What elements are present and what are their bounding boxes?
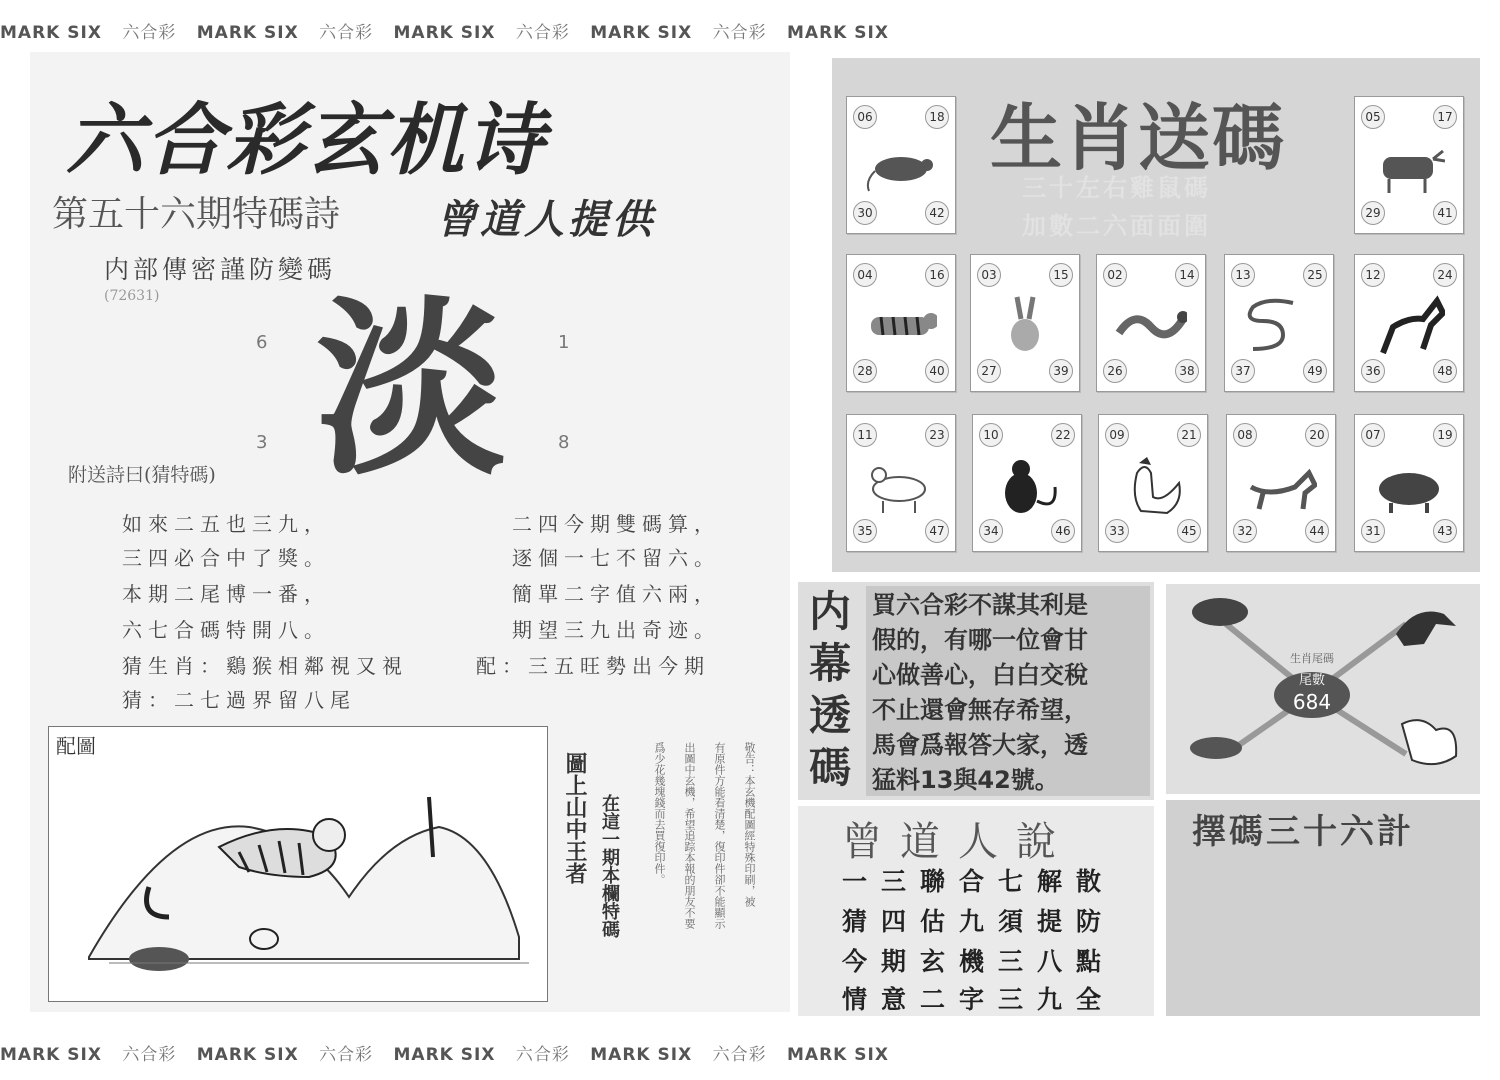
zodiac-number: 09 [1105, 423, 1129, 447]
say-line: 情意二字三九全 [842, 985, 1116, 1014]
inside-line: 假的，有哪一位會甘 [872, 626, 1088, 654]
zodiac-number: 15 [1049, 263, 1073, 287]
poem-line: 逐個一七不留六。 [512, 546, 720, 570]
hint-character: 淡 [316, 280, 507, 501]
zodiac-card [1098, 414, 1208, 552]
band-item: MARK SIX [787, 23, 889, 43]
tiger-icon [865, 293, 937, 357]
band-item: 六合彩 [122, 23, 177, 43]
poem-line: 如來二五也三九， [122, 512, 330, 536]
band-item: 六合彩 [319, 1045, 374, 1065]
zodiac-number: 48 [1433, 359, 1457, 383]
tail-value: 684 [1292, 690, 1332, 714]
poem-line: 三四必合中了獎。 [122, 546, 330, 570]
zodiac-number: 47 [925, 519, 949, 543]
poem-line: 二四今期雙碼算， [512, 512, 720, 536]
inside-line: 心做善心，白白交稅 [872, 661, 1088, 689]
zodiac-number: 31 [1361, 519, 1385, 543]
rabbit-icon [989, 293, 1061, 357]
goat-icon [865, 453, 937, 517]
poem-line: 期望三九出奇迹。 [512, 618, 720, 642]
zodiac-number: 13 [1231, 263, 1255, 287]
inside-title: 内幕透碼 [808, 587, 851, 792]
zodiac-card [1096, 254, 1206, 392]
band-item: MARK SIX [590, 1045, 693, 1065]
zodiac-number: 42 [925, 201, 949, 225]
band-item: MARK SIX [787, 1045, 889, 1065]
band-item: MARK SIX [590, 23, 693, 43]
pig-icon [1373, 453, 1445, 517]
zodiac-number: 30 [853, 201, 877, 225]
dragon-icon [1115, 293, 1187, 357]
zodiac-number: 43 [1433, 519, 1457, 543]
code-label: (72631) [104, 288, 160, 304]
hint-number: 3 [256, 432, 268, 453]
poem-line: 簡單二字值六兩， [512, 582, 720, 606]
tiger-mountain-illustration [49, 727, 547, 1001]
issue-subtitle: 第五十六期特碼詩 [52, 194, 341, 235]
hint-number: 1 [558, 332, 570, 353]
zodiac-number: 46 [1051, 519, 1075, 543]
tail-ring-text: 生肖尾碼 [1290, 652, 1334, 665]
notice-line: 出圖中玄機，希望追踪本報的朋友不要 [683, 742, 696, 929]
zodiac-number: 20 [1305, 423, 1329, 447]
band-item: 六合彩 [515, 23, 570, 43]
poem-line: 六七合碼特開八。 [122, 618, 330, 642]
zodiac-number: 36 [1361, 359, 1385, 383]
hint-number: 8 [558, 432, 570, 453]
band-item: MARK SIX [0, 1045, 102, 1065]
picture-caption: 圖上山中王者 [562, 752, 588, 884]
inside-line: 馬會爲報答大家，透 [872, 731, 1088, 759]
zodiac-number: 04 [853, 263, 877, 287]
band-item: 六合彩 [712, 1045, 767, 1065]
zodiac-number: 49 [1303, 359, 1327, 383]
band-item: 六合彩 [515, 1045, 570, 1065]
poem-line: 猜：二七過界留八尾 [122, 688, 356, 712]
say-title: 曾道人說 [842, 819, 1074, 865]
rat-icon [865, 135, 937, 199]
zodiac-card [1354, 96, 1464, 234]
zodiac-number: 45 [1177, 519, 1201, 543]
poem-line: 猜生肖：鷄猴相鄰視又視 [122, 654, 408, 678]
zodiac-number: 18 [925, 105, 949, 129]
zodiac-number: 33 [1105, 519, 1129, 543]
zodiac-number: 23 [925, 423, 949, 447]
say-line: 一三聯合七解散 [842, 867, 1116, 896]
zodiac-number: 21 [1177, 423, 1201, 447]
horse-icon [1396, 612, 1456, 647]
zodiac-number: 14 [1175, 263, 1199, 287]
zodiac-number: 06 [853, 105, 877, 129]
poem-line: 本期二尾博一番， [122, 582, 330, 606]
tail-label: 尾數 [1298, 673, 1325, 688]
zodiac-number: 38 [1175, 359, 1199, 383]
zodiac-number: 41 [1433, 201, 1457, 225]
band-item: 六合彩 [122, 1045, 177, 1065]
zodiac-card [972, 414, 1082, 552]
band-item: MARK SIX [196, 1045, 299, 1065]
zodiac-card [846, 254, 956, 392]
dog-icon [1245, 453, 1317, 517]
zodiac-number: 03 [977, 263, 1001, 287]
rooster-icon [1117, 453, 1189, 517]
zodiac-number: 25 [1303, 263, 1327, 287]
zodiac-number: 10 [979, 423, 1003, 447]
monkey-icon [991, 453, 1063, 517]
say-line: 猜四估九須提防 [842, 907, 1116, 936]
horse-icon [1373, 293, 1445, 357]
zodiac-number: 24 [1433, 263, 1457, 287]
zodiac-card [1354, 254, 1464, 392]
zodiac-card [1354, 414, 1464, 552]
zodiac-number: 07 [1361, 423, 1385, 447]
inside-text [872, 588, 1152, 798]
rat-icon [1190, 737, 1242, 759]
inside-line: 不止還會無存希望， [872, 696, 1088, 724]
zodiac-subline: 三十左右雞鼠碼 [1022, 173, 1211, 202]
picture-frame [48, 726, 548, 1002]
ox-icon [1192, 598, 1248, 626]
snake-icon [1243, 293, 1315, 357]
zodiac-card [846, 414, 956, 552]
rooster-icon [1402, 720, 1456, 764]
zodiac-number: 28 [853, 359, 877, 383]
strategy-title: 擇碼三十六計 [1192, 812, 1414, 852]
zodiac-title: 生肖送碼 [990, 96, 1287, 180]
provider-label: 曾道人提供 [436, 197, 656, 243]
tail-oval [1274, 672, 1350, 718]
band-item: MARK SIX [0, 23, 102, 43]
zodiac-number: 17 [1433, 105, 1457, 129]
zodiac-card [1226, 414, 1336, 552]
ox-icon [1373, 135, 1445, 199]
zodiac-number: 40 [925, 359, 949, 383]
band-item: MARK SIX [393, 1045, 496, 1065]
notice-line: 有原件方能看清楚，復印件卻不能顯示 [713, 742, 726, 929]
zodiac-number: 08 [1233, 423, 1257, 447]
zodiac-number: 32 [1233, 519, 1257, 543]
band-item: 六合彩 [712, 23, 767, 43]
page-title: 六合彩玄机诗 [66, 96, 547, 186]
inside-line: 買六合彩不謀其利是 [872, 591, 1088, 619]
picture-caption: 在這一期本欄特碼 [599, 794, 620, 938]
zodiac-number: 05 [1361, 105, 1385, 129]
zodiac-card [970, 254, 1080, 392]
zodiac-subline: 加數二六面面圍 [1022, 211, 1211, 240]
say-line: 今期玄機三八點 [842, 947, 1116, 976]
bottom-band [0, 1040, 1500, 1080]
notice-line: 爲少花幾塊錢而去買復印件。 [653, 742, 666, 885]
secret-label: 内部傳密謹防變碼 [104, 255, 337, 284]
zodiac-number: 44 [1305, 519, 1329, 543]
band-item: MARK SIX [393, 23, 496, 43]
poem-intro: 附送詩曰(猜特碼) [68, 464, 216, 486]
zodiac-number: 34 [979, 519, 1003, 543]
band-item: 六合彩 [319, 23, 374, 43]
zodiac-number: 12 [1361, 263, 1385, 287]
zodiac-number: 26 [1103, 359, 1127, 383]
zodiac-number: 02 [1103, 263, 1127, 287]
zodiac-number: 29 [1361, 201, 1385, 225]
band-item: MARK SIX [196, 23, 299, 43]
hint-number: 6 [256, 332, 268, 353]
zodiac-number: 37 [1231, 359, 1255, 383]
zodiac-number: 22 [1051, 423, 1075, 447]
zodiac-card [1224, 254, 1334, 392]
inside-line: 猛料13與42號。 [872, 766, 1059, 794]
zodiac-number: 16 [925, 263, 949, 287]
zodiac-number: 39 [1049, 359, 1073, 383]
notice-line: 敬告：本玄機配圖經特殊印刷，被 [743, 742, 756, 907]
poem-line: 配：三五旺勢出今期 [476, 654, 710, 678]
zodiac-number: 19 [1433, 423, 1457, 447]
zodiac-number: 11 [853, 423, 877, 447]
zodiac-card [846, 96, 956, 234]
zodiac-number: 35 [853, 519, 877, 543]
picture-label: 配圖 [56, 734, 96, 758]
zodiac-number: 27 [977, 359, 1001, 383]
